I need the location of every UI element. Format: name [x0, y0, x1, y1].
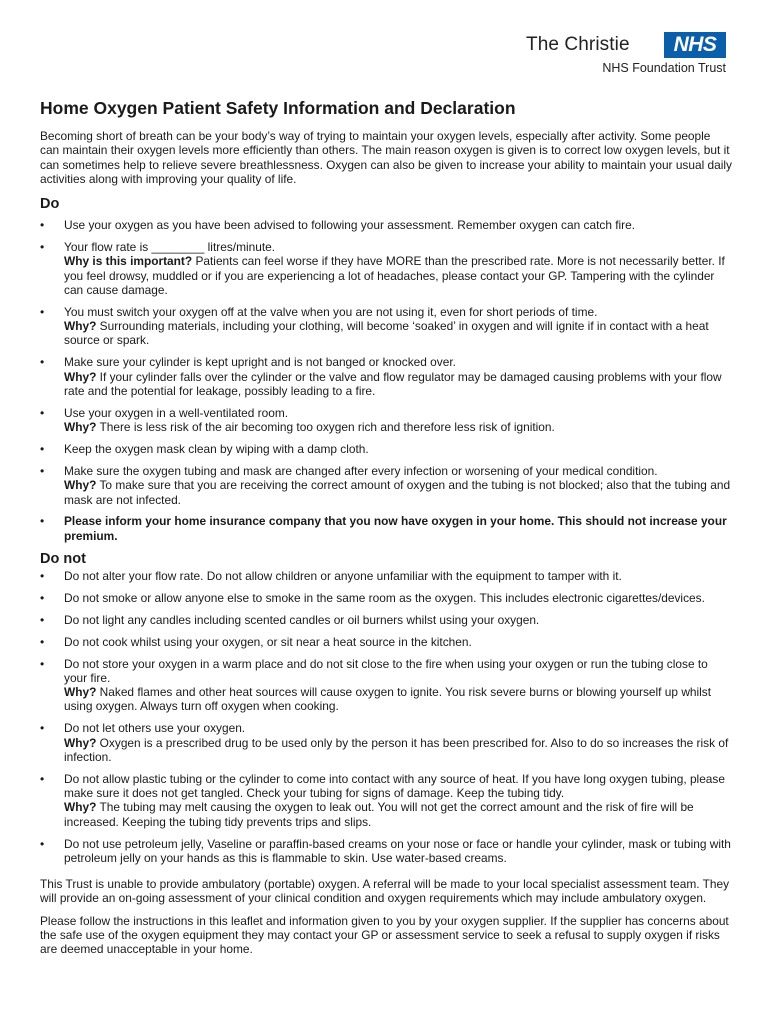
nhs-badge: NHS — [664, 32, 726, 58]
document-body — [40, 98, 732, 957]
do-item: • Make sure the oxygen tubing and mask are changed after every infection or worsening of your medical condition. Why? To make sure that you are receiving the correct amount of oxygen and the tubing is not blocked; also that the tubing and mask are not infected. — [40, 464, 732, 507]
do-not-item: • Do not use petroleum jelly, Vaseline or paraffin-based creams on your nose or face or handle your cylinder, mask or tubing with petroleum jelly on your hands as this is flammable to skin. Use water-based creams. — [40, 837, 732, 866]
do-item-insurance: • Please inform your home insurance company that you now have oxygen in your home. This should not increase your premium. — [40, 514, 732, 543]
do-not-item: • Do not cook whilst using your oxygen, or sit near a heat source in the kitchen. — [40, 635, 732, 649]
do-item: • Keep the oxygen mask clean by wiping with a damp cloth. — [40, 442, 732, 456]
do-item: • You must switch your oxygen off at the valve when you are not using it, even for short periods of time. Why? Surrounding materials, including your clothing, will become ‘soaked’ in oxygen and will ignite if in contact with a heat source or spark. — [40, 305, 732, 348]
do-not-item: • Do not smoke or allow anyone else to smoke in the same room as the oxygen. This includes electronic cigarettes/devices. — [40, 591, 732, 605]
do-not-item: • Do not light any candles including scented candles or oil burners whilst using your oxygen. — [40, 613, 732, 627]
intro-paragraph: Becoming short of breath can be your body’s way of trying to maintain your oxygen levels, especially after activity. Some people can maintain their oxygen levels more efficiently than others. The main reason oxygen is given is to correct low oxygen levels, but it can sometimes help to relieve severe breathlessness. Oxygen can also be given to increase your ability to maintain your usual daily activities along with improving your quality of life. — [40, 129, 733, 186]
trust-name: NHS Foundation Trust — [602, 61, 726, 75]
do-item: • Your flow rate is ________ litres/minute. Why is this important? Patients can feel worse if they have MORE than the prescribed rate. More is not necessarily better. If you feel drowsy, muddled or if you are experiencing a lot of headaches, please contact your GP. Tampering with the cylinder can cause damage. — [40, 240, 732, 297]
do-list — [40, 218, 732, 543]
do-heading: Do — [40, 196, 60, 213]
do-not-item: • Do not alter your flow rate. Do not allow children or anyone unfamiliar with the equipment to tamper with it. — [40, 569, 732, 583]
do-not-item: • Do not store your oxygen in a warm place and do not sit close to the fire when using your oxygen or run the tubing close to your fire. Why? Naked flames and other heat sources will cause oxygen to ignite. You risk severe burns or blowing yourself up whilst using oxygen. Always turn off oxygen when cooking. — [40, 657, 732, 714]
ambulatory-paragraph: This Trust is unable to provide ambulatory (portable) oxygen. A referral will be made to your local specialist assessment team. They will provide an on-going assessment of your clinical condition and oxygen requirements which may include ambulatory oxygen. — [40, 877, 730, 906]
do-not-list — [40, 569, 732, 865]
do-item: • Use your oxygen in a well-ventilated room. Why? There is less risk of the air becoming too oxygen rich and therefore less risk of ignition. — [40, 406, 732, 435]
page-title: Home Oxygen Patient Safety Information and Declaration — [40, 98, 516, 118]
christie-nhs-logo — [526, 32, 726, 76]
do-not-item: • Do not allow plastic tubing or the cylinder to come into contact with any source of heat. If you have long oxygen tubing, please make sure it does not get tangled. Check your tubing for signs of damage. Keep the tubing tidy. Why? The tubing may melt causing the oxygen to leak out. You will not get the correct amount and the risk of fire will be increased. Keeping the tubing tidy prevents trips and slips. — [40, 772, 732, 829]
do-not-heading: Do not — [40, 550, 86, 567]
org-name: The Christie — [526, 34, 630, 55]
do-item: • Make sure your cylinder is kept upright and is not banged or knocked over. Why? If your cylinder falls over the cylinder or the valve and flow regulator may be damaged causing problems with your flow rate and the potential for leakage, possibly leading to a fire. — [40, 355, 732, 398]
supplier-paragraph: Please follow the instructions in this leaflet and information given to you by your oxygen supplier. If the supplier has concerns about the safe use of the oxygen equipment they may contact your GP or assessment service to seek a refusal to supply oxygen if risks are deemed unacceptable in your home. — [40, 913, 729, 957]
do-item: • Use your oxygen as you have been advised to following your assessment. Remember oxygen can catch fire. — [40, 218, 732, 232]
do-not-item: • Do not let others use your oxygen. Why? Oxygen is a prescribed drug to be used only by the person it has been prescribed for. Also to do so increases the risk of infection. — [40, 721, 732, 764]
